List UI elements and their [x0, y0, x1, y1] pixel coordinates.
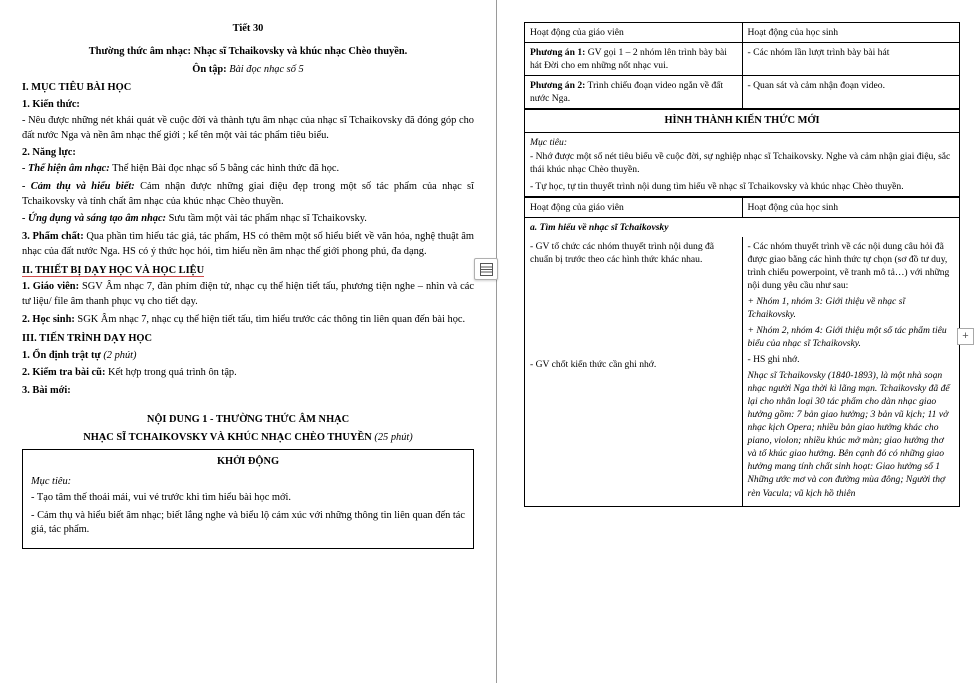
table1-header-teacher: Hoạt động của giáo viên — [525, 23, 743, 43]
table2-subheading-text: a. Tìm hiểu về nhạc sĩ Tchaikovsky — [530, 221, 669, 233]
warmup-box — [22, 449, 474, 549]
table2-student-cell — [742, 237, 960, 506]
table1-r1-lead: Phương án 2: — [530, 80, 586, 92]
review-line — [22, 63, 474, 78]
table2-left-1: - GV chốt kiến thức cần ghi nhớ. — [530, 358, 657, 370]
zoom-in-button[interactable]: + — [957, 328, 974, 345]
table-row — [525, 217, 960, 237]
content-heading-2-time: (25 phút) — [374, 431, 413, 443]
table-row — [525, 43, 960, 76]
table-row — [525, 76, 960, 109]
goal-label: Mục tiêu: — [530, 137, 568, 149]
goal-cell — [525, 133, 960, 196]
step-1 — [22, 349, 474, 364]
content-heading-2 — [22, 431, 474, 446]
warmup-box-title: KHỞI ĐỘNG — [216, 456, 280, 468]
review-line-label: Ôn tập: — [192, 63, 227, 75]
activity-table-2 — [524, 197, 960, 507]
ability-label: 2. Năng lực: — [22, 147, 76, 159]
step-3-label: 3. Bài mới: — [22, 385, 71, 397]
table2-right-1: + Nhóm 1, nhóm 3: Giới thiệu về nhạc sĩ Tchaikovsky. — [747, 295, 906, 320]
table1-r0-student: - Các nhóm lần lượt trình bày bài hát — [742, 43, 960, 76]
page-divider — [496, 0, 497, 683]
table-header-row — [525, 197, 960, 217]
quality-label: 3. Phẩm chất: — [22, 231, 84, 243]
step-1-time: (2 phút) — [103, 349, 137, 361]
table-header-row — [525, 23, 960, 43]
right-page — [500, 0, 976, 683]
student-text: SGK Âm nhạc 7, nhạc cụ thể hiện tiết tấu, tìm hiểu trước các thông tin liên quan đến bài học. — [74, 314, 466, 326]
section-1-title: I. MỤC TIÊU BÀI HỌC — [22, 82, 132, 94]
step-1-label: 1. Ổn định trật tự — [22, 349, 101, 361]
ability-item-2 — [22, 212, 474, 227]
goal-row — [525, 133, 960, 196]
table2-left-0: - GV tổ chức các nhóm thuyết trình nội dung đã chuẩn bị trước theo các hình thức khác nhau. — [530, 240, 715, 265]
lesson-number: Tiết 30 — [232, 23, 264, 34]
activity-table-1 — [524, 22, 960, 109]
ability-item-0 — [22, 162, 474, 177]
section-2-title-text: II. THIẾT BỊ DẠY HỌC VÀ HỌC LIỆU — [22, 264, 205, 276]
table2-right-2: + Nhóm 2, nhóm 4: Giới thiệu một số tác phẩm tiêu biểu của nhạc sĩ Tchaikovsky. — [747, 324, 947, 349]
table1-r0-text: GV gọi 1 – 2 nhóm lên trình bày bài hát Đời cho em những nốt nhạc vui. — [530, 47, 727, 72]
step-2-label: 2. Kiểm tra bài cũ: — [22, 367, 106, 379]
ability-item-2-lead: - Ứng dụng và sáng tạo âm nhạc: — [22, 213, 167, 225]
table1-r1-teacher — [525, 76, 743, 109]
ability-item-1-text: Cảm nhận được những giai điệu đẹp trong một số tác phẩm của nhạc sĩ Tchaikovsky và tính chất âm nhạc của khúc nhạc Chèo thuyền. — [22, 180, 474, 207]
left-page-body — [22, 22, 474, 549]
table2-right-4: Nhạc sĩ Tchaikovsky (1840-1893), là một nhà soạn nhạc người Nga thời kì lãng mạn. Tchaikovsky đã để lại cho nhân loại 30 tác phẩm cho dàn nhạc giao hưởng gồm: 7 bản giao hưởng; 3 bản vũ kịch; 11 vở nhạc kịch Opera; nhiều bản giao hưởng khác cho piano, violon; nhiều khúc mở màn; giao hưởng thơ và tổ khúc giao hưởng. Bên cạnh đó có những giao hưởng mang tính chất sinh hoạt: Giao hưởng số 1 Những ước mơ và con đường mùa đông; Người thợ rèn Vacula; vũ kịch hồ thiên — [747, 370, 950, 499]
section-3-title: III. TIẾN TRÌNH DẠY HỌC — [22, 332, 153, 344]
table1-r1-text: Trình chiếu đoạn video ngắn về đất nước Nga. — [530, 80, 724, 105]
topic-line — [22, 45, 474, 60]
table1-r0-teacher — [525, 43, 743, 76]
ability-item-0-text: Thể hiện Bài đọc nhạc số 5 bằng các hình thức đã học. — [109, 163, 340, 175]
warmup-item-0: - Tạo tâm thế thoải mái, vui vẻ trước khi tìm hiểu bài học mới. — [31, 491, 291, 503]
table2-teacher-cell — [525, 237, 743, 506]
new-knowledge-banner: HÌNH THÀNH KIẾN THỨC MỚI — [525, 110, 960, 133]
content-heading-2-text: NHẠC SĨ TCHAIKOVSKY VÀ KHÚC NHẠC CHÈO THUYỀN — [83, 431, 372, 443]
teacher-paragraph — [22, 280, 474, 310]
goal-item-0: - Nhớ được một số nét tiêu biểu về cuộc đời, sự nghiệp nhạc sĩ Tchaikovsky. Nghe và cảm nhận giai điệu, sắc thái khúc nhạc Chèo thuyền. — [530, 151, 951, 176]
table-row — [525, 237, 960, 506]
review-line-italic: Bài đọc nhạc số 5 — [229, 63, 304, 75]
right-page-body — [524, 22, 960, 507]
section-2-title — [22, 264, 474, 279]
page-layout-icon[interactable] — [474, 258, 498, 280]
teacher-text: SGV Âm nhạc 7, đàn phím điện tử, nhạc cụ thể hiện tiết tấu, phương tiện nghe – nhìn và các tư liệu/ file âm thanh phục vụ cho tiết dạy. — [22, 281, 475, 308]
knowledge-text: - Nêu được những nét khái quát về cuộc đời và thành tựu âm nhạc của nhạc sĩ Tchaikovsky đã đóng góp cho đất nước Nga và nền âm nhạc thế giới ; kể tên một vài tác phẩm tiêu biểu. — [22, 114, 474, 141]
table2-header-teacher: Hoạt động của giáo viên — [525, 197, 743, 217]
table2-right-0: - Các nhóm thuyết trình về các nội dung câu hỏi đã được giao bằng các hình thức tự chọn (sơ đồ tư duy, trình chiếu powerpoint, vẽ tranh mô tả…) với những nội dung yêu cầu như sau: — [747, 240, 950, 291]
warmup-goal-label: Mục tiêu: — [31, 476, 72, 488]
new-knowledge-block — [524, 109, 960, 196]
ability-item-2-text: Sưu tầm một vài tác phẩm nhạc sĩ Tchaikovsky. — [166, 213, 367, 225]
quality-text: Qua phần tìm hiểu tác giả, tác phẩm, HS có thêm một số hiểu biết về văn hóa, nghệ thuật âm nhạc của đất nước Nga. HS có ý thức học hỏi, tìm hiểu nền âm nhạc thế giới phong phú, đa dạng. — [22, 231, 474, 257]
banner-row — [525, 110, 960, 133]
ability-item-0-lead: - Thể hiện âm nhạc: — [22, 163, 110, 175]
table2-header-student: Hoạt động của học sinh — [742, 197, 960, 217]
content-heading-1: NỘI DUNG 1 - THƯỜNG THỨC ÂM NHẠC — [146, 413, 350, 425]
teacher-label: 1. Giáo viên: — [22, 281, 80, 293]
knowledge-label: 1. Kiến thức: — [22, 99, 80, 111]
step-2-text: Kết hợp trong quá trình ôn tập. — [105, 367, 237, 379]
table1-header-student: Hoạt động của học sinh — [742, 23, 960, 43]
quality-paragraph — [22, 230, 474, 260]
ability-item-1-lead: - Cảm thụ và hiểu biết: — [22, 180, 135, 192]
ability-item-1 — [22, 180, 474, 210]
warmup-item-1: - Cảm thụ và hiểu biết âm nhạc; biết lắng nghe và biểu lộ cảm xúc với những thông tin liên quan đến tác giả, tác phẩm. — [31, 509, 465, 536]
student-paragraph — [22, 313, 474, 328]
table1-r0-lead: Phương án 1: — [530, 47, 586, 59]
table2-right-3: - HS ghi nhớ. — [747, 354, 800, 366]
topic-line-text: Thường thức âm nhạc: Nhạc sĩ Tchaikovsky và khúc nhạc Chèo thuyền. — [88, 45, 408, 57]
student-label: 2. Học sinh: — [22, 314, 75, 326]
goal-item-1: - Tự học, tự tin thuyết trình nội dung tìm hiểu về nhạc sĩ Tchaikovsky và khúc nhạc Chèo thuyền. — [530, 180, 904, 192]
table1-r1-student: - Quan sát và cảm nhận đoạn video. — [742, 76, 960, 109]
step-2 — [22, 366, 474, 381]
table2-subheading — [525, 217, 960, 237]
